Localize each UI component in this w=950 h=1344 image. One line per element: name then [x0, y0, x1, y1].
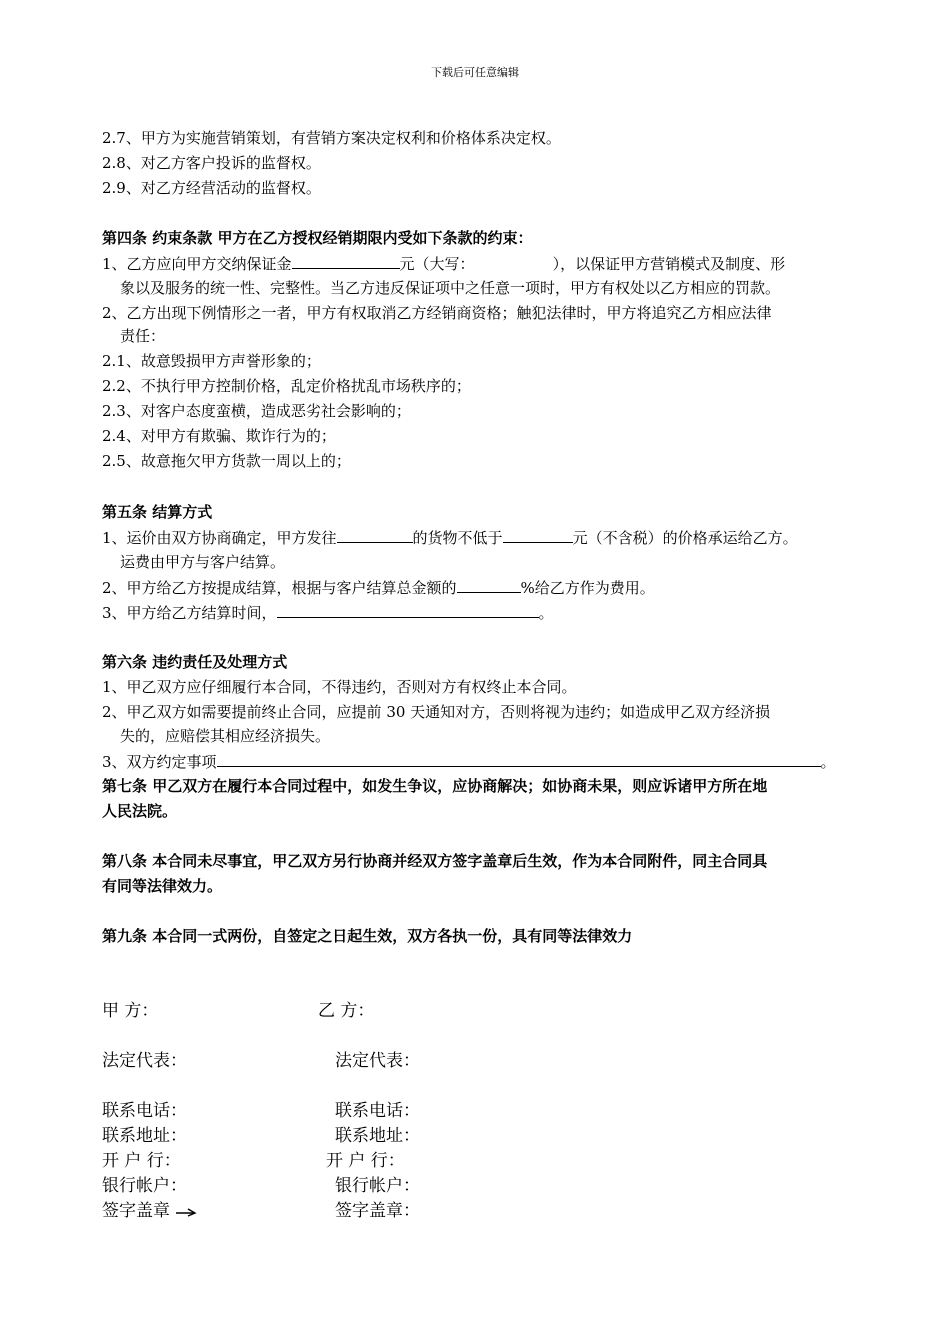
- article-4-p1-mid: 元（大写：: [399, 255, 475, 273]
- article-6-p1: 1、甲乙双方应仔细履行本合同，不得违约，否则对方有权终止本合同。: [102, 678, 577, 696]
- page-header: 下载后可任意编辑: [431, 66, 519, 79]
- party-a-signature-label: 签字盖章: [102, 1201, 170, 1221]
- article-6-title: 第六条 违约责任及处理方式: [102, 653, 288, 671]
- party-a-bank: 开 户 行：: [102, 1151, 181, 1171]
- article-6-p3-post: 。: [820, 753, 836, 771]
- party-b-legal-rep: 法定代表：: [335, 1051, 420, 1071]
- article-6-p3-pre: 3、双方约定事项: [102, 753, 217, 771]
- price-blank[interactable]: [503, 527, 573, 543]
- article-4-p1-post: ），以保证甲方营销模式及制度、形: [552, 255, 786, 273]
- party-b-bank: 开 户 行：: [326, 1151, 405, 1171]
- party-b-label: 乙 方：: [318, 1001, 375, 1021]
- party-a-legal-rep: 法定代表：: [102, 1051, 187, 1071]
- article-4-p1-cont: 象以及服务的统一性、完整性。当乙方违反保证项中之任意一项时，甲方有权处以乙方相应的罚款。: [120, 279, 781, 297]
- party-b-account: 银行帐户：: [335, 1176, 420, 1196]
- arrow-right-icon: [175, 1207, 197, 1217]
- article-5-p1-mid: 的货物不低于: [412, 529, 503, 547]
- clause-2-5: 2.5、故意拖欠甲方货款一周以上的；: [102, 452, 351, 470]
- article-5-p3: [102, 602, 554, 623]
- article-5-p2-pre: 2、甲方给乙方按提成结算，根据与客户结算总金额的: [102, 579, 457, 597]
- clause-2-2: 2.2、不执行甲方控制价格，乱定价格扰乱市场秩序的；: [102, 377, 471, 395]
- clause-2-4: 2.4、对甲方有欺骗、欺诈行为的；: [102, 427, 336, 445]
- article-7: 第七条 甲乙双方在履行本合同过程中，如发生争议，应协商解决；如协商未果，则应诉诸甲方所在地: [102, 777, 768, 795]
- clause-2-7: 2.7、甲方为实施营销策划，有营销方案决定权利和价格体系决定权。: [102, 129, 561, 147]
- article-4-p1: [102, 253, 785, 274]
- article-4-p2-cont: 责任：: [120, 327, 166, 345]
- destination-blank[interactable]: [337, 527, 413, 543]
- party-b-phone: 联系电话：: [335, 1101, 420, 1121]
- party-b-signature: 签字盖章：: [335, 1201, 420, 1221]
- party-a-phone: 联系电话：: [102, 1101, 187, 1121]
- percent-blank[interactable]: [457, 577, 521, 593]
- article-7-cont: 人民法院。: [102, 802, 178, 820]
- party-a-address: 联系地址：: [102, 1126, 187, 1146]
- article-5-p1-pre: 1、运价由双方协商确定，甲方发往: [102, 529, 337, 547]
- settlement-time-blank[interactable]: [277, 602, 539, 618]
- party-a-label: 甲 方：: [102, 1001, 159, 1021]
- party-a-signature: [102, 1200, 197, 1222]
- article-5-p2-post: %给乙方作为费用。: [520, 579, 655, 597]
- article-8-cont: 有同等法律效力。: [102, 877, 223, 895]
- party-a-account: 银行帐户：: [102, 1176, 187, 1196]
- article-5-p1: [102, 527, 798, 548]
- deposit-blank[interactable]: [292, 253, 400, 269]
- article-5-p3-pre: 3、甲方给乙方结算时间，: [102, 604, 277, 622]
- clause-2-9: 2.9、对乙方经营活动的监督权。: [102, 179, 321, 197]
- article-9: 第九条 本合同一式两份，自签定之日起生效，双方各执一份，具有同等法律效力: [102, 927, 633, 945]
- article-6-p3: [102, 751, 836, 772]
- article-4-title: 第四条 约束条款 甲方在乙方授权经销期限内受如下条款的约束：: [102, 229, 533, 247]
- article-6-p2-cont: 失的，应赔偿其相应经济损失。: [120, 727, 331, 745]
- article-4-p1-pre: 1、乙方应向甲方交纳保证金: [102, 255, 292, 273]
- article-4-p2: 2、乙方出现下例情形之一者，甲方有权取消乙方经销商资格；触犯法律时，甲方将追究乙方相应法律: [102, 304, 772, 322]
- article-5-p1-cont: 运费由甲方与客户结算。: [120, 553, 286, 571]
- article-5-p3-post: 。: [538, 604, 554, 622]
- party-b-address: 联系地址：: [335, 1126, 420, 1146]
- article-8: 第八条 本合同未尽事宜，甲乙双方另行协商并经双方签字盖章后生效，作为本合同附件，同主合同具: [102, 852, 768, 870]
- article-5-p2: [102, 577, 655, 598]
- clause-2-3: 2.3、对客户态度蛮横，造成恶劣社会影响的；: [102, 402, 411, 420]
- article-6-p2: 2、甲乙双方如需要提前终止合同，应提前 30 天通知对方，否则将视为违约；如造成甲乙双方经济损: [102, 703, 771, 721]
- agreed-matters-blank[interactable]: [217, 751, 821, 767]
- clause-2-8: 2.8、对乙方客户投诉的监督权。: [102, 154, 321, 172]
- article-5-title: 第五条 结算方式: [102, 503, 213, 521]
- article-5-p1-post: 元（不含税）的价格承运给乙方。: [572, 529, 798, 547]
- clause-2-1: 2.1、故意毁损甲方声誉形象的；: [102, 352, 321, 370]
